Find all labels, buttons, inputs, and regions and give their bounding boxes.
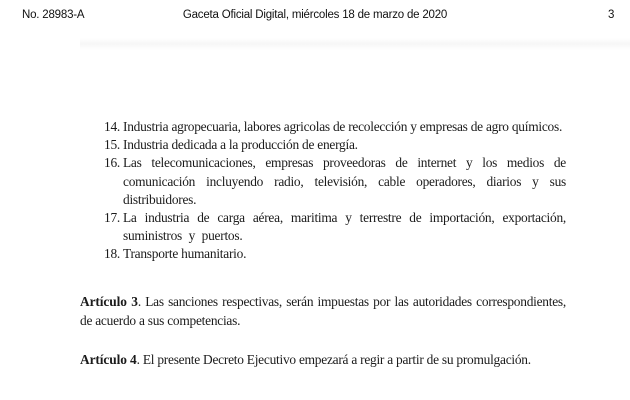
article-3 [80,293,566,330]
list-item [104,136,566,154]
list-item-text: Transporte humanitario. [123,246,247,262]
list-item-text: La industria de carga aérea, maritima y terrestre de importación, exportación, suministros y puertos. [123,210,566,244]
list-item-number: 14. [104,119,120,134]
list-item-text: Las telecomunicaciones, empresas proveedoras de internet y los medios de comunicación incluyendo radio, televisión, cable operadores, diarios y sus distribuidores. [123,155,566,207]
scan-artifact [80,38,630,50]
enumerated-list [104,118,566,264]
list-item-number: 15. [104,137,120,153]
list-item-number: 16. [104,155,120,171]
list-item [104,209,566,245]
list-item-text: Industria dedicada a la producción de energía. [123,137,358,153]
list-item-number: 17. [104,210,120,226]
list-item [104,245,566,263]
list-item-number: 18. [104,246,120,262]
page-number: 3 [608,9,615,21]
list-item [104,118,566,136]
gazette-number: No. 28983-A [22,9,85,21]
list-item [104,154,566,209]
article-label: Artículo 3 [80,294,138,309]
gazette-title: Gaceta Oficial Digital, miércoles 18 de marzo de 2020 [182,9,448,21]
article-4 [80,351,566,370]
article-text: . Las sanciones respectivas, serán impuestas por las autoridades correspondientes, de acuerdo a sus competencias. [80,294,566,328]
page-header [0,7,630,25]
article-text: . El presente Decreto Ejecutivo empezará a regir a partir de su promulgación. [136,352,531,367]
article-label: Artículo 4 [80,352,137,367]
list-item-text: Industria agropecuaria, labores agricolas de recolección y empresas de agro químicos. [123,119,563,134]
